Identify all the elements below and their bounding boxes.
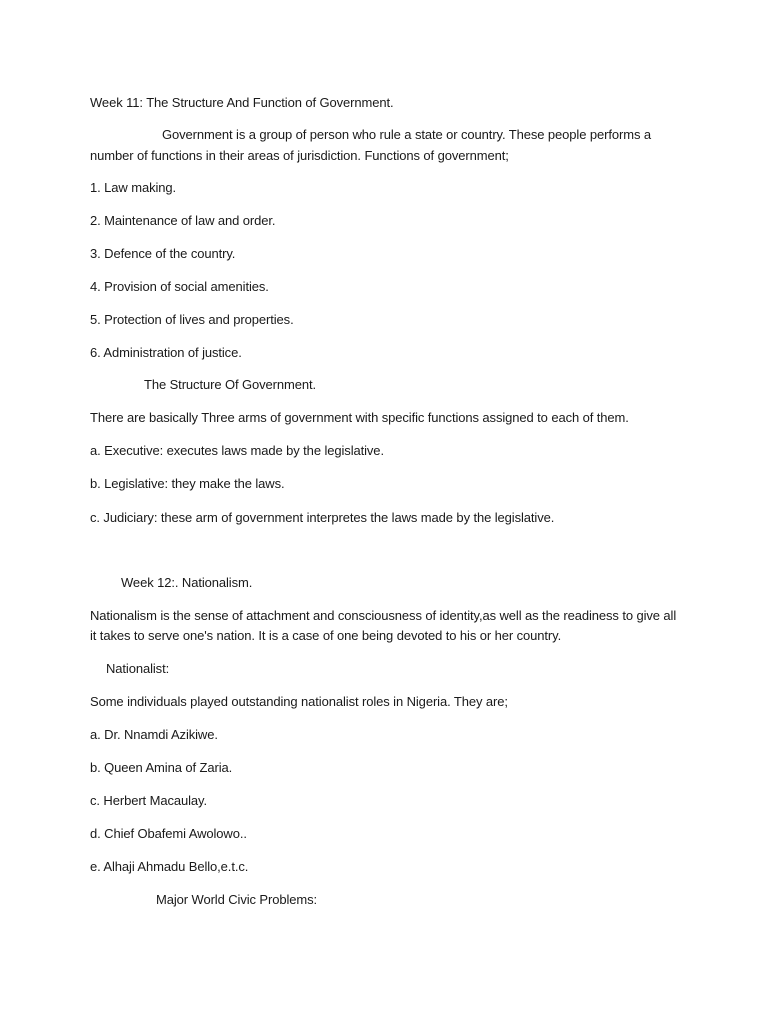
function-item-1: 1. Law making.: [90, 180, 177, 195]
structure-intro: There are basically Three arms of government with specific functions assigned to each of them.: [90, 410, 629, 425]
week11-heading: Week 11: The Structure And Function of Government.: [90, 95, 394, 110]
nationalism-definition-line1: Nationalism is the sense of attachment and consciousness of identity,as well as the readiness to give all: [90, 608, 677, 623]
arm-item-executive: a. Executive: executes laws made by the legislative.: [90, 443, 384, 458]
structure-heading: The Structure Of Government.: [144, 377, 317, 392]
nationalist-item-5: e. Alhaji Ahmadu Bello,e.t.c.: [90, 859, 249, 874]
function-item-3: 3. Defence of the country.: [90, 246, 236, 261]
nationalism-definition-line2: it takes to serve one's nation. It is a case of one being devoted to his or her country.: [90, 628, 562, 643]
nationalist-item-2: b. Queen Amina of Zaria.: [90, 760, 233, 775]
week11-intro-line1: Government is a group of person who rule a state or country. These people performs a: [162, 127, 651, 142]
function-item-2: 2. Maintenance of law and order.: [90, 213, 276, 228]
nationalist-item-1: a. Dr. Nnamdi Azikiwe.: [90, 727, 218, 742]
nationalist-intro: Some individuals played outstanding nationalist roles in Nigeria. They are;: [90, 694, 508, 709]
civic-problems-heading: Major World Civic Problems:: [156, 892, 318, 907]
nationalist-heading: Nationalist:: [106, 661, 170, 676]
function-item-5: 5. Protection of lives and properties.: [90, 312, 294, 327]
arm-item-judiciary: c. Judiciary: these arm of government interpretes the laws made by the legislative.: [90, 510, 555, 525]
function-item-4: 4. Provision of social amenities.: [90, 279, 269, 294]
week11-intro-line2: number of functions in their areas of jurisdiction. Functions of government;: [90, 148, 509, 163]
week12-heading: Week 12:. Nationalism.: [121, 575, 253, 590]
nationalist-item-3: c. Herbert Macaulay.: [90, 793, 207, 808]
arm-item-legislative: b. Legislative: they make the laws.: [90, 476, 285, 491]
function-item-6: 6. Administration of justice.: [90, 345, 242, 360]
nationalist-item-4: d. Chief Obafemi Awolowo..: [90, 826, 247, 841]
